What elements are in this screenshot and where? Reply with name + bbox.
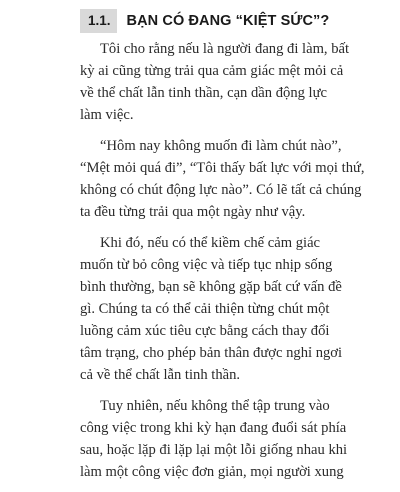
paragraph-1 [80,38,400,126]
text-line: tâm trạng, cho phép bản thân được nghỉ ngơi [80,345,343,361]
text-line: không có chút động lực nào”. Có lẽ tất cả chúng [80,182,362,198]
text-line: “Hôm nay không muốn đi làm chút nào”, [100,138,342,154]
section-number: 1.1. [80,9,117,33]
text-line: luồng cảm xúc tiêu cực bằng cách thay đổi [80,323,330,339]
text-line: gì. Chúng ta có thể cải thiện từng chút một [80,301,330,317]
text-line: ta đều từng trải qua một ngày như vậy. [80,204,306,220]
text-line: công việc trong khi kỳ hạn đang đuổi sát phía [80,420,347,436]
text-line: Tôi cho rằng nếu là người đang đi làm, bất [100,41,350,57]
paragraph-3 [80,232,400,386]
text-line: Tuy nhiên, nếu không thể tập trung vào [100,398,330,414]
section-header [80,8,329,34]
text-line: sau, hoặc lặp đi lặp lại một lỗi giống nhau khi [80,442,348,458]
text-line: “Mệt mỏi quá đi”, “Tôi thấy bất lực với mọi thứ, [80,160,365,176]
text-line: kỳ ai cũng từng trải qua cảm giác mệt mỏi cả [80,63,344,79]
text-line: về thể chất lẫn tinh thần, cạn dần động lực [80,85,328,101]
paragraph-2 [80,135,400,223]
text-line: cả về thể chất lẫn tinh thần. [80,367,241,383]
text-line: Khi đó, nếu có thể kiềm chế cảm giác [100,235,321,251]
body-text [80,38,400,492]
section-title: BẠN CÓ ĐANG “KIỆT SỨC”? [126,13,330,29]
text-line: làm việc. [80,107,134,123]
text-line: làm một công việc đơn giản, mọi người xung [80,464,344,480]
paragraph-4 [80,395,400,483]
text-line: muốn từ bỏ công việc và tiếp tục nhịp sống [80,257,333,273]
text-line: bình thường, bạn sẽ không gặp bất cứ vấn đề [80,279,342,295]
